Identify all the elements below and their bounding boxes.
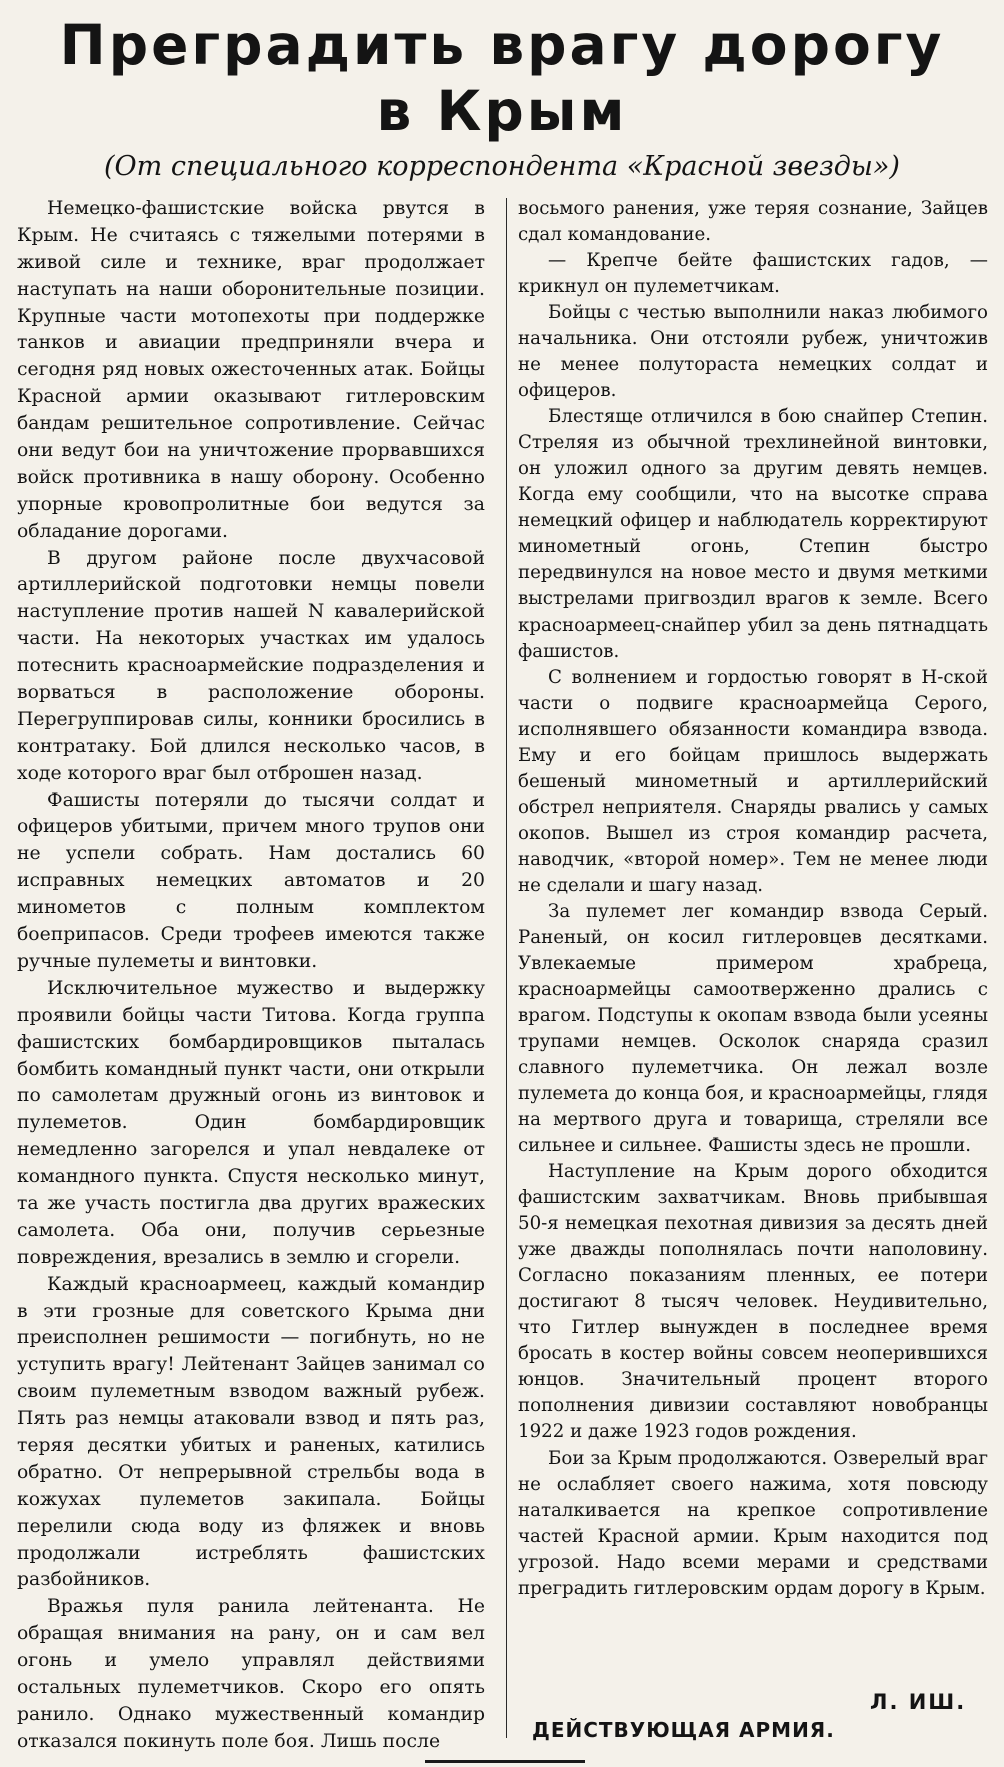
right-column — [518, 196, 988, 1602]
author-signature: Л. ИШ. — [870, 1690, 967, 1714]
bottom-rule — [425, 1760, 585, 1763]
paragraph: С волнением и гордостью говорят в Н-ской части о подвиге красноармейца Серого, исполнявшего обязанности командира взвода. Ему и его бойцам пришлось выдержать бешеный минометный и артиллерийский обстрел неприятеля. Снаряды рвались у самых окопов. Вышел из строя командир расчета, наводчик, «второй номер». Тем не менее люди не сделали и шагу назад. — [518, 666, 988, 896]
paragraph: Вражья пуля ранила лейтенанта. Не обращая внимания на рану, он и сам вел огонь и умело управлял действиями остальных пулеметчиков. Скоро его опять ранило. Однако мужественный командир отказался покинуть поле боя. Лишь после — [17, 1596, 485, 1752]
headline-line-2: в Крым — [376, 79, 628, 143]
paragraph: В другом районе после двухчасовой артиллерийской подготовки немцы повели наступление против нашей N кавалерийской части. На некоторых участках им удалось потеснить красноармейские подразделения и ворваться в расположение обороны. Перегруппировав силы, конники бросились в контратаку. Бой длился несколько часов, в ходе которого враг был отброшен назад. — [17, 547, 485, 784]
paragraph: Исключительное мужество и выдержку проявили бойцы части Титова. Когда группа фашистских бомбардировщиков пыталась бомбить командный пункт части, они открыли по самолетам дружный огонь из винтовок и пулеметов. Один бомбардировщик немедленно загорелся и упал невдалеке от командного пункта. Спустя несколько минут, та же участь постигла два других вражеских самолета. Оба они, получив серьезные повреждения, врезались в землю и сгорели. — [17, 977, 485, 1268]
paragraph: Бои за Крым продолжаются. Озверелый враг не ослабляет своего нажима, хотя повсюду наталкивается на крепкое сопротивление частей Красной армии. Крым находится под угрозой. Надо всеми мерами и средствами преградить гитлеровским ордам дорогу в Крым. — [518, 1447, 988, 1599]
paragraph-continuation: восьмого ранения, уже теряя сознание, Зайцев сдал командование. — [518, 198, 988, 246]
paragraph: Немецко-фашистские войска рвутся в Крым. Не считаясь с тяжелыми потерями в живой силе и технике, враг продолжает наступать на наши оборонительные позиции. Крупные части мотопехоты при поддержке танков и авиации предприняли вчера и сегодня ряд новых ожесточенных атак. Бойцы Красной армии оказывают гитлеровским бандам решительное сопротивление. Сейчас они ведут бои на уничтожение прорвавшихся войск противника в нашу оборону. Особенно упорные кровопролитные бои ведутся за обладание дорогами. — [17, 198, 485, 542]
article-byline: (От специального корреспондента «Красной звезды») — [104, 151, 900, 182]
paragraph: За пулемет лег командир взвода Серый. Раненый, он косил гитлеровцев десятками. Увлекаемые примером храбреца, красноармейцы самоотверженно дрались с врагом. Подступы к окопам взвода были усеяны трупами немцев. Осколок снаряда сразил славного пулеметчика. Он лежал возле пулемета до конца боя, и красноармейцы, глядя на мертвого друга и товарища, стреляли все сильнее и сильнее. Фашисты здесь не прошли. — [518, 900, 988, 1157]
headline-line-1: Преградить врагу дорогу — [59, 13, 945, 77]
left-column — [17, 196, 485, 1756]
dateline: ДЕЙСТВУЮЩАЯ АРМИЯ. — [532, 1718, 835, 1742]
paragraph: Фашисты потеряли до тысячи солдат и офицеров убитыми, причем много трупов они не успели собрать. Нам достались 60 исправных немецких автоматов и 20 минометов с полным комплектом боеприпасов. Среди трофеев имеются также ручные пулеметы и винтовки. — [17, 789, 485, 972]
paragraph: Блестяще отличился в бою снайпер Степин. Стреляя из обычной трехлинейной винтовки, он уложил одного за другим девять немцев. Когда ему сообщили, что на высотке справа немецкий офицер и наблюдатель корректируют минометный огонь, Степин быстро передвинулся на новое место и двумя меткими выстрелами пригвоздил врагов к земле. Всего красноармеец-снайпер убил за день пятнадцать фашистов. — [518, 406, 988, 662]
paragraph: Бойцы с честью выполнили наказ любимого начальника. Они отстояли рубеж, уничтожив не менее полутораста немецких солдат и офицеров. — [518, 302, 988, 402]
paragraph: Каждый красноармеец, каждый командир в эти грозные для советского Крыма дни преисполнен решимости — погибнуть, но не уступить врагу! Лейтенант Зайцев занимал со своим пулеметным взводом важный рубеж. Пять раз немцы атаковали взвод и пять раз, теряя десятки убитых и раненых, катились обратно. От непрерывной стрельбы вода в кожухах пулеметов закипала. Бойцы перелили сюда воду из фляжек и вновь продолжали истреблять фашистских разбойников. — [17, 1273, 485, 1591]
paragraph: Наступление на Крым дорого обходится фашистским захватчикам. Вновь прибывшая 50-я немецкая пехотная дивизия за десять дней уже дважды пополнялась почти наполовину. Согласно показаниям пленных, ее потери достигают 8 тысяч человек. Неудивительно, что Гитлер вынужден в последнее время бросать в костер войны совсем неоперившихся юнцов. Значительный процент второго пополнения дивизии составляют новобранцы 1922 и даже 1923 годов рождения. — [518, 1161, 988, 1443]
column-divider — [506, 198, 507, 1738]
article-headline — [20, 12, 984, 144]
paragraph: — Крепче бейте фашистских гадов, — крикнул он пулеметчикам. — [518, 250, 988, 298]
